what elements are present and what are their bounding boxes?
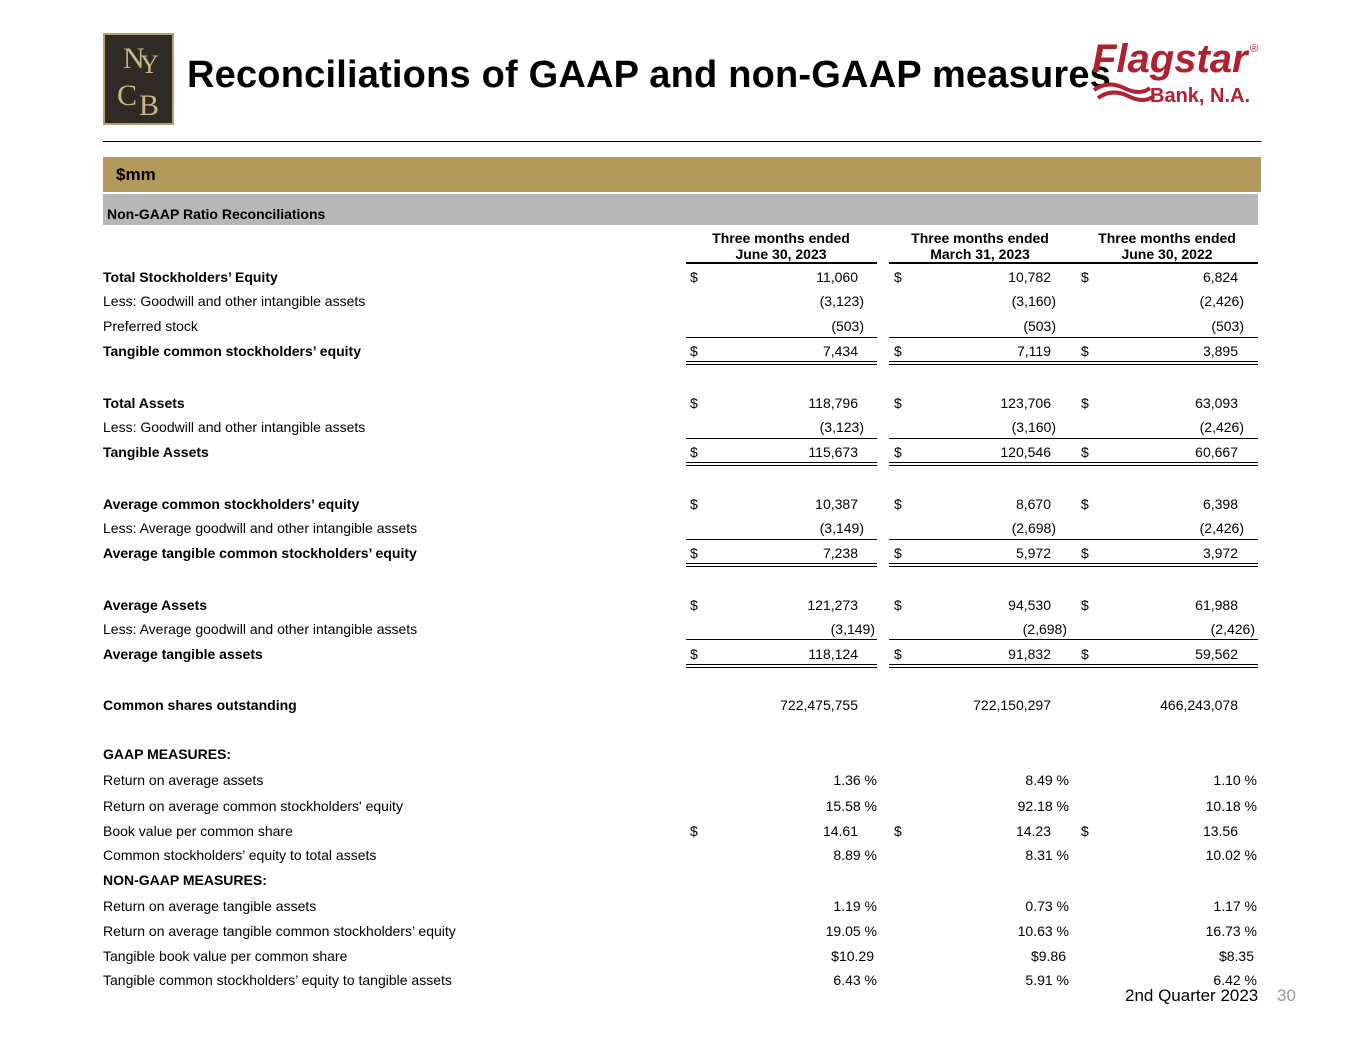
total-double-rule (1077, 361, 1258, 365)
table-row: Preferred stock (503) (503) (503) (103, 318, 1244, 334)
subtotal-rule (1077, 438, 1258, 439)
table-row: Less: Goodwill and other intangible assets (3,123) (3,160) (2,426) (103, 419, 1244, 435)
table-row: Less: Average goodwill and other intangible assets (3,149) (2,698) (2,426) (103, 621, 1255, 637)
table-row: Average tangible assets $ 118,124 $ 91,832 $ 59,562 (103, 646, 1238, 662)
nycb-letter-n: N (123, 42, 145, 75)
table-row: Common stockholders’ equity to total assets 8.89 % 8.31 % 10.02 % (103, 847, 1257, 863)
column-header-rule (1077, 262, 1258, 264)
table-row: Return on average tangible assets 1.19 % 0.73 % 1.17 % (103, 898, 1257, 914)
total-double-rule (889, 361, 1077, 365)
column-header-mar-2023: Three months ended March 31, 2023 (911, 230, 1049, 262)
subtotal-rule (889, 539, 1077, 540)
flagstar-wordmark: Flagstar (1092, 37, 1248, 81)
subtotal-rule (1077, 337, 1258, 338)
table-row: Return on average tangible common stockholders’ equity 19.05 % 10.63 % 16.73 % (103, 923, 1257, 939)
total-double-rule (1077, 462, 1258, 466)
column-header-jun-2022: Three months ended June 30, 2022 (1098, 230, 1236, 262)
subtotal-rule (686, 539, 877, 540)
nycb-logo (103, 33, 174, 125)
subtotal-rule (686, 438, 877, 439)
header-divider (103, 141, 1261, 142)
section-heading: GAAP MEASURES: (103, 746, 232, 762)
table-row: Tangible book value per common share $10.29 $9.86 $8.35 (103, 948, 1254, 964)
table-row: Tangible common stockholders’ equity $ 7,434 $ 7,119 $ 3,895 (103, 343, 1238, 359)
bank-na-wordmark: Bank, N.A. (1150, 85, 1251, 107)
total-double-rule (889, 462, 1077, 466)
table-row: Total Assets $ 118,796 $ 123,706 $ 63,093 (103, 395, 1238, 411)
total-double-rule (889, 664, 1077, 668)
table-row: Return on average assets 1.36 % 8.49 % 1.10 % (103, 772, 1257, 788)
table-row: Return on average common stockholders' equity 15.58 % 92.18 % 10.18 % (103, 798, 1257, 814)
column-header-jun-2023: Three months ended June 30, 2023 (712, 230, 850, 262)
flagstar-logo (1088, 30, 1268, 110)
table-row: Total Stockholders’ Equity $ 11,060 $ 10,782 $ 6,824 (103, 269, 1238, 285)
table-row: Tangible Assets $ 115,673 $ 120,546 $ 60,667 (103, 444, 1238, 460)
total-double-rule (686, 563, 877, 567)
subtotal-rule (1077, 639, 1258, 640)
table-row: Average common stockholders’ equity $ 10,387 $ 8,670 $ 6,398 (103, 496, 1238, 512)
subtotal-rule (686, 639, 877, 640)
flagstar-logo-mark (1088, 30, 1268, 110)
total-double-rule (889, 563, 1077, 567)
total-double-rule (686, 462, 877, 466)
total-double-rule (686, 361, 877, 365)
table-row: Average tangible common stockholders’ equity $ 7,238 $ 5,972 $ 3,972 (103, 545, 1238, 561)
flag-wave-bottom-icon (1098, 92, 1154, 100)
total-double-rule (686, 664, 877, 668)
nycb-letter-y: Y (140, 50, 159, 79)
total-double-rule (1077, 563, 1258, 567)
nycb-logo-mark (105, 35, 172, 123)
section-heading: NON-GAAP MEASURES: (103, 872, 267, 888)
page-title: Reconciliations of GAAP and non-GAAP measures (187, 54, 1112, 96)
table-row: Less: Goodwill and other intangible assets (3,123) (3,160) (2,426) (103, 293, 1244, 309)
table-row: Tangible common stockholders’ equity to tangible assets 6.43 % 5.91 % 6.42 % (103, 972, 1257, 988)
nycb-letter-b: B (139, 89, 160, 122)
subtotal-rule (686, 337, 877, 338)
table-row: Book value per common share $ 14.61 $ 14.23 $ 13.56 (103, 823, 1238, 839)
subtotal-rule (889, 438, 1077, 439)
flag-wave-top-icon (1094, 84, 1150, 92)
column-header-rule (686, 262, 877, 264)
table-row: Average Assets $ 121,273 $ 94,530 $ 61,988 (103, 597, 1238, 613)
total-double-rule (1077, 664, 1258, 668)
section-band (103, 194, 1258, 225)
table-row: Common shares outstanding 722,475,755 722,150,297 466,243,078 (103, 697, 1238, 713)
page-number: 30 (1277, 986, 1296, 1005)
subtotal-rule (889, 337, 1077, 338)
table-row: Less: Average goodwill and other intangible assets (3,149) (2,698) (2,426) (103, 520, 1244, 536)
subtotal-rule (1077, 539, 1258, 540)
section-label: Non-GAAP Ratio Reconciliations (107, 206, 326, 222)
units-label: $mm (116, 165, 156, 184)
column-header-rule (889, 262, 1077, 264)
footer-quarter: 2nd Quarter 2023 (1125, 986, 1259, 1005)
units-band (103, 157, 1261, 192)
registered-mark: ® (1250, 43, 1259, 55)
nycb-letter-c: C (117, 79, 138, 112)
subtotal-rule (889, 639, 1077, 640)
